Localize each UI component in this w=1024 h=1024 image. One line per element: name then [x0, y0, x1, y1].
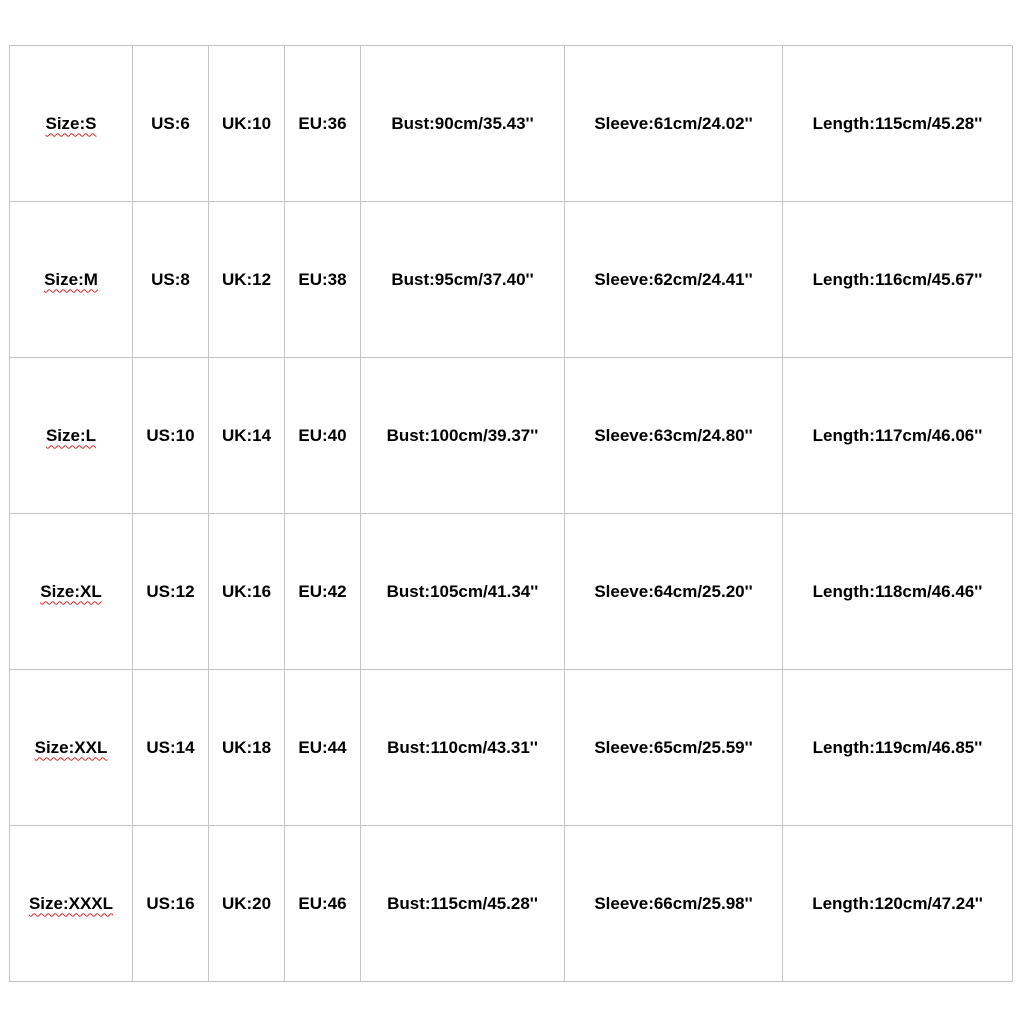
size-cell	[10, 46, 133, 202]
size-cell	[10, 826, 133, 982]
size-label: Size:S	[45, 113, 97, 133]
eu-size-cell: EU:46	[285, 826, 361, 982]
size-row	[10, 202, 1013, 358]
us-size-cell: US:12	[133, 514, 209, 670]
sleeve-cell: Sleeve:66cm/25.98''	[565, 826, 783, 982]
sleeve-cell: Sleeve:61cm/24.02''	[565, 46, 783, 202]
size-label: Size:L	[45, 425, 97, 445]
size-label: Size:M	[44, 269, 98, 289]
sleeve-cell: Sleeve:63cm/24.80''	[565, 358, 783, 514]
size-cell	[10, 514, 133, 670]
length-cell: Length:117cm/46.06''	[783, 358, 1013, 514]
eu-size-cell: EU:40	[285, 358, 361, 514]
length-cell: Length:120cm/47.24''	[783, 826, 1013, 982]
size-label: Size:XL	[40, 581, 102, 601]
us-size-cell: US:6	[133, 46, 209, 202]
sleeve-cell: Sleeve:64cm/25.20''	[565, 514, 783, 670]
bust-cell: Bust:95cm/37.40''	[361, 202, 565, 358]
bust-cell: Bust:110cm/43.31''	[361, 670, 565, 826]
bust-cell: Bust:105cm/41.34''	[361, 514, 565, 670]
sleeve-cell: Sleeve:65cm/25.59''	[565, 670, 783, 826]
bust-cell: Bust:90cm/35.43''	[361, 46, 565, 202]
size-cell	[10, 202, 133, 358]
us-size-cell: US:16	[133, 826, 209, 982]
eu-size-cell: EU:36	[285, 46, 361, 202]
us-size-cell: US:8	[133, 202, 209, 358]
eu-size-cell: EU:38	[285, 202, 361, 358]
uk-size-cell: UK:14	[209, 358, 285, 514]
size-chart-body	[10, 46, 1013, 982]
bust-cell: Bust:100cm/39.37''	[361, 358, 565, 514]
uk-size-cell: UK:10	[209, 46, 285, 202]
size-row	[10, 358, 1013, 514]
uk-size-cell: UK:16	[209, 514, 285, 670]
bust-cell: Bust:115cm/45.28''	[361, 826, 565, 982]
uk-size-cell: UK:20	[209, 826, 285, 982]
size-row	[10, 46, 1013, 202]
uk-size-cell: UK:18	[209, 670, 285, 826]
size-row	[10, 670, 1013, 826]
size-label: Size:XXXL	[28, 893, 114, 913]
size-cell	[10, 358, 133, 514]
eu-size-cell: EU:42	[285, 514, 361, 670]
uk-size-cell: UK:12	[209, 202, 285, 358]
length-cell: Length:119cm/46.85''	[783, 670, 1013, 826]
size-label: Size:XXL	[34, 737, 108, 757]
length-cell: Length:115cm/45.28''	[783, 46, 1013, 202]
us-size-cell: US:14	[133, 670, 209, 826]
length-cell: Length:116cm/45.67''	[783, 202, 1013, 358]
size-row	[10, 514, 1013, 670]
sleeve-cell: Sleeve:62cm/24.41''	[565, 202, 783, 358]
us-size-cell: US:10	[133, 358, 209, 514]
size-row	[10, 826, 1013, 982]
eu-size-cell: EU:44	[285, 670, 361, 826]
length-cell: Length:118cm/46.46''	[783, 514, 1013, 670]
size-cell	[10, 670, 133, 826]
size-chart-table	[9, 45, 1013, 982]
